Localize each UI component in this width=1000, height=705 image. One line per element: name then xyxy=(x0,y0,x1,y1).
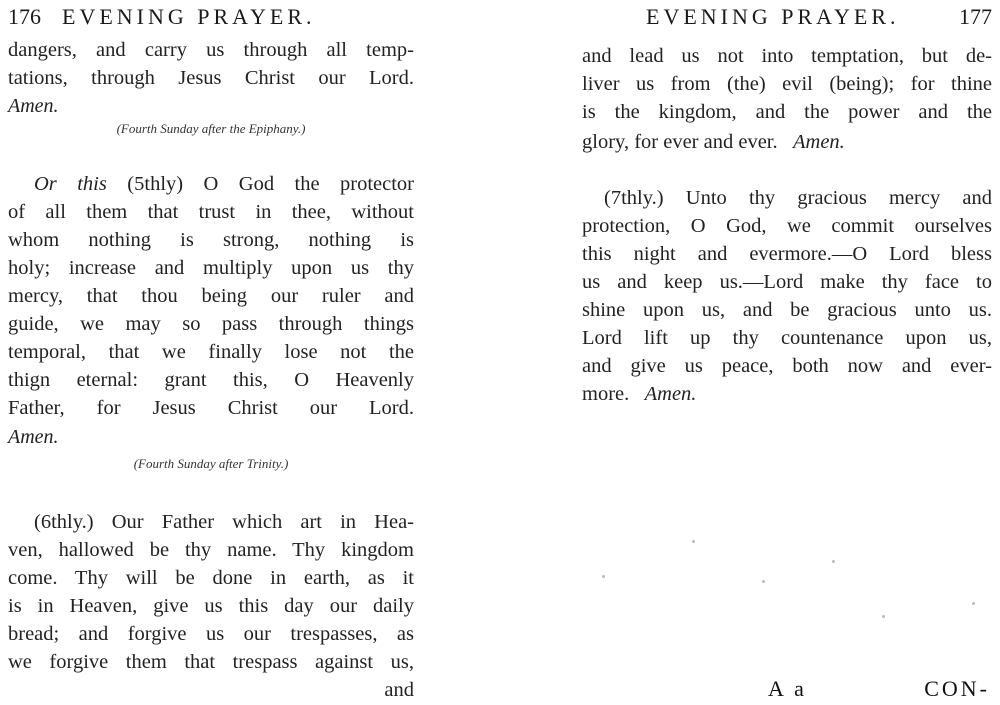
text-line: guide, we may so pass through things xyxy=(8,313,414,335)
catchword: and xyxy=(384,679,414,701)
amen: Amen. xyxy=(644,383,697,405)
text-line: Lord lift up thy countenance upon us, xyxy=(582,327,992,349)
text-line: ven, hallowed be thy name. Thy kingdom xyxy=(8,539,414,561)
left-page xyxy=(8,0,414,705)
left-running-head xyxy=(8,2,414,32)
paper-speck xyxy=(762,580,765,583)
text-line xyxy=(582,380,992,408)
right-running-head xyxy=(582,2,992,32)
paper-speck xyxy=(972,602,975,605)
catchword: CON- xyxy=(924,676,990,701)
text-line: thign eternal: grant this, O Heavenly xyxy=(8,369,414,391)
text-line: this night and evermore.—O Lord bless xyxy=(582,243,992,265)
prayer-heading-line xyxy=(34,170,414,198)
text-line: holy; increase and multiply upon us thy xyxy=(8,257,414,279)
text-line: is the kingdom, and the power and the xyxy=(582,101,992,123)
text-line: bread; and forgive us our trespasses, as xyxy=(8,623,414,645)
left-page-number: 176 xyxy=(8,4,41,29)
text-line: come. Thy will be done in earth, as it xyxy=(8,567,414,589)
text-line: is in Heaven, give us this day our daily xyxy=(8,595,414,617)
text-line: Father, for Jesus Christ our Lord. xyxy=(8,397,414,419)
text-line: of all them that trust in thee, without xyxy=(8,201,414,223)
text-line: protection, O God, we commit ourselves xyxy=(582,215,992,237)
text-line: mercy, that thou being our ruler and xyxy=(8,285,414,307)
right-running-title: EVENING PRAYER. xyxy=(646,4,900,29)
right-page-number: 177 xyxy=(959,4,992,29)
text-line: (6thly.) Our Father which art in Hea- xyxy=(34,511,414,533)
source-caption: (Fourth Sunday after the Epiphany.) xyxy=(116,121,306,136)
text-line: dangers, and carry us through all temp- xyxy=(8,39,414,61)
text-line: whom nothing is strong, nothing is xyxy=(8,229,414,251)
left-running-title: EVENING PRAYER. xyxy=(62,4,316,29)
text-line xyxy=(582,128,992,156)
prayer-first-line: (5thly) O God the protector xyxy=(127,173,414,195)
text-line: us and keep us.—Lord make thy face to xyxy=(582,271,992,293)
prayer-lead: Or this xyxy=(34,173,107,195)
paper-speck xyxy=(692,540,695,543)
amen: Amen. xyxy=(793,131,845,153)
source-caption: (Fourth Sunday after Trinity.) xyxy=(133,456,289,471)
paper-speck xyxy=(602,575,605,578)
text-line: liver us from (the) evil (being); for thine xyxy=(582,73,992,95)
closing-text: more. xyxy=(582,383,630,405)
amen: Amen. xyxy=(8,426,59,448)
closing-text: glory, for ever and ever. xyxy=(582,131,778,153)
text-line: and lead us not into temptation, but de- xyxy=(582,45,992,67)
text-line: and give us peace, both now and ever- xyxy=(582,355,992,377)
amen: Amen. xyxy=(8,95,59,117)
text-line: we forgive them that trespass against us, xyxy=(8,651,414,673)
paper-speck xyxy=(832,560,835,563)
text-line: (7thly.) Unto thy gracious mercy and xyxy=(604,187,992,209)
text-line: tations, through Jesus Christ our Lord. xyxy=(8,67,414,89)
paper-speck xyxy=(882,615,885,618)
text-line: shine upon us, and be gracious unto us. xyxy=(582,299,992,321)
right-page xyxy=(582,0,992,705)
signature-mark: A a xyxy=(768,676,807,701)
text-line: temporal, that we finally lose not the xyxy=(8,341,414,363)
